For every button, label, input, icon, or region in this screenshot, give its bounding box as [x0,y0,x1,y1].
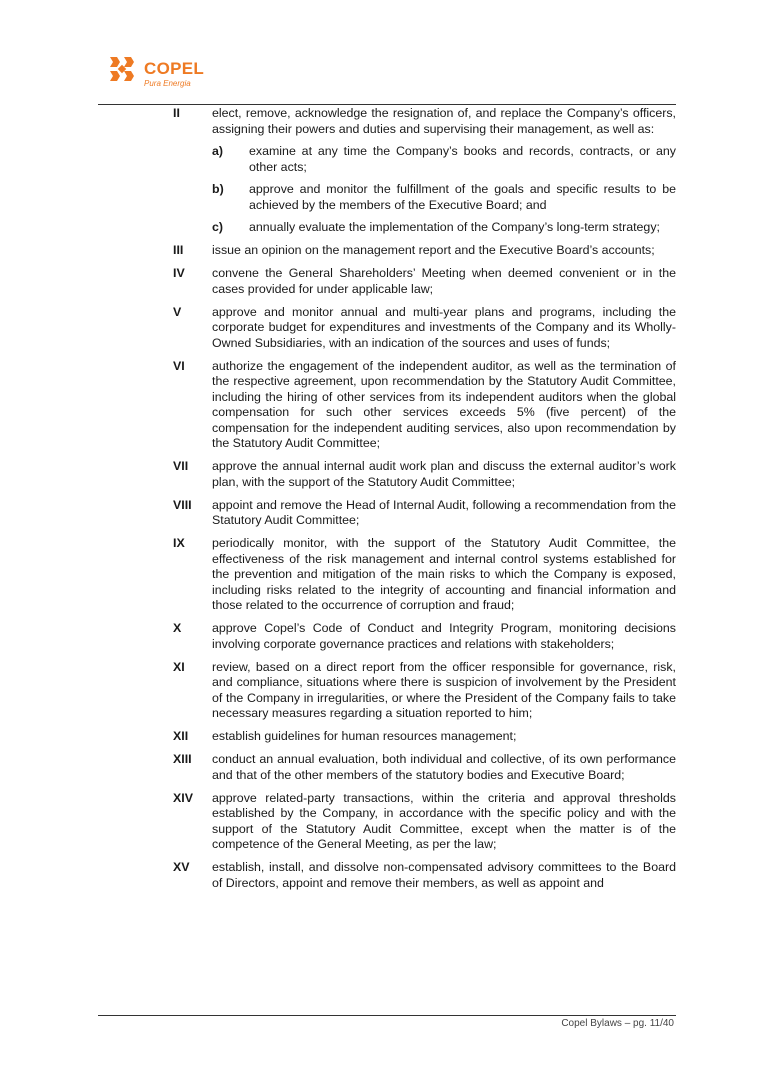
item-text: issue an opinion on the management report and the Executive Board’s accounts; [212,243,655,257]
header-divider [98,104,676,105]
list-item [173,752,676,783]
copel-logo [108,55,228,95]
list-item [173,729,676,745]
item-number: XV [173,860,190,874]
item-number: III [173,243,184,257]
list-item [173,243,676,259]
item-number: IV [173,266,185,280]
sub-item [212,182,676,213]
item-number: XII [173,729,189,743]
item-text: convene the General Shareholders’ Meeting when deemed convenient or in the cases provided for under applicable law; [212,266,676,296]
item-text: elect, remove, acknowledge the resignation of, and replace the Company’s officers, assigning their powers and duties and supervising their management, as well as: [212,106,676,136]
list-item [173,106,676,236]
item-number: VIII [173,497,192,512]
page-footer: Copel Bylaws – pg. 11/40 [561,1018,674,1029]
item-text: review, based on a direct report from the officer responsible for governance, risk, and compliance, situations where there is suspicion of involvement by the President of the Company in irregularities, or where the President of the Company fails to take necessary measures regarding a situation reported to him; [212,659,676,720]
brand-tagline: Pura Energia [144,79,191,88]
item-text: approve Copel’s Code of Conduct and Integrity Program, monitoring decisions involving corporate governance practices and relations with stakeholders; [212,621,676,651]
item-number: X [173,621,182,635]
list-item [173,791,676,853]
item-number: XIII [173,752,192,766]
sub-item [212,220,676,236]
copel-logo-mark-icon [108,55,138,85]
list-item [173,498,676,529]
sub-item-label: c) [212,220,224,234]
item-number: V [173,304,182,319]
item-number: IX [173,536,185,550]
item-text: appoint and remove the Head of Internal Audit, following a recommendation from the Statutory Audit Committee; [212,497,676,527]
sub-item-text: examine at any time the Company’s books and records, contracts, or any other acts; [249,144,676,174]
list-item [173,305,676,352]
sub-item-label: a) [212,144,224,158]
brand-name: COPEL [144,59,205,78]
sub-item-text: approve and monitor the fulfillment of the goals and specific results to be achieved by the members of the Executive Board; and [249,182,676,212]
list-item [173,459,676,490]
footer-divider [98,1015,676,1016]
item-number: XIV [173,790,193,805]
sub-item [212,144,676,175]
sub-item-text: annually evaluate the implementation of the Company’s long-term strategy; [249,220,660,234]
list-item [173,860,676,891]
bylaws-article-list [173,106,676,899]
item-text: approve the annual internal audit work plan and discuss the external auditor’s work plan, with the support of the Statutory Audit Committee; [212,459,676,489]
list-item [173,621,676,652]
item-text: authorize the engagement of the independent auditor, as well as the termination of the respective agreement, upon recommendation by the Statutory Audit Committee, including the hiring of other services from its independent auditors when the global compensation for such other services exceeds 5% (five percent) of the compensation for the independent auditing services, also upon recommendation by the Statutory Audit Committee; [212,358,676,450]
item-number: VI [173,358,185,373]
item-number: II [173,106,180,120]
list-item [173,359,676,452]
sub-item-label: b) [212,182,224,196]
list-item [173,660,676,722]
item-number: XI [173,659,185,674]
item-text: establish guidelines for human resources management; [212,729,517,743]
item-text: establish, install, and dissolve non-compensated advisory committees to the Board of Directors, appoint and remove their members, as well as appoint and [212,860,676,890]
item-text: periodically monitor, with the support of the Statutory Audit Committee, the effectiveness of the risk management and internal control systems established for the prevention and mitigation of the main risks to which the Company is exposed, including risks related to the integrity of accounting and financial information and those related to the occurrence of corruption and fraud; [212,536,676,612]
item-text: approve and monitor annual and multi-year plans and programs, including the corporate budget for expenditures and investments of the Company and its Wholly-Owned Subsidiaries, with an indication of the sources and uses of funds; [212,304,676,350]
item-text: conduct an annual evaluation, both individual and collective, of its own performance and that of the other members of the statutory bodies and Executive Board; [212,752,676,782]
item-number: VII [173,459,189,473]
list-item [173,266,676,297]
item-text: approve related-party transactions, within the criteria and approval thresholds established by the Company, in accordance with the specific policy and with the support of the Statutory Audit Committee, except when the matter is of the competence of the General Meeting, as per the law; [212,790,676,851]
list-item [173,536,676,614]
